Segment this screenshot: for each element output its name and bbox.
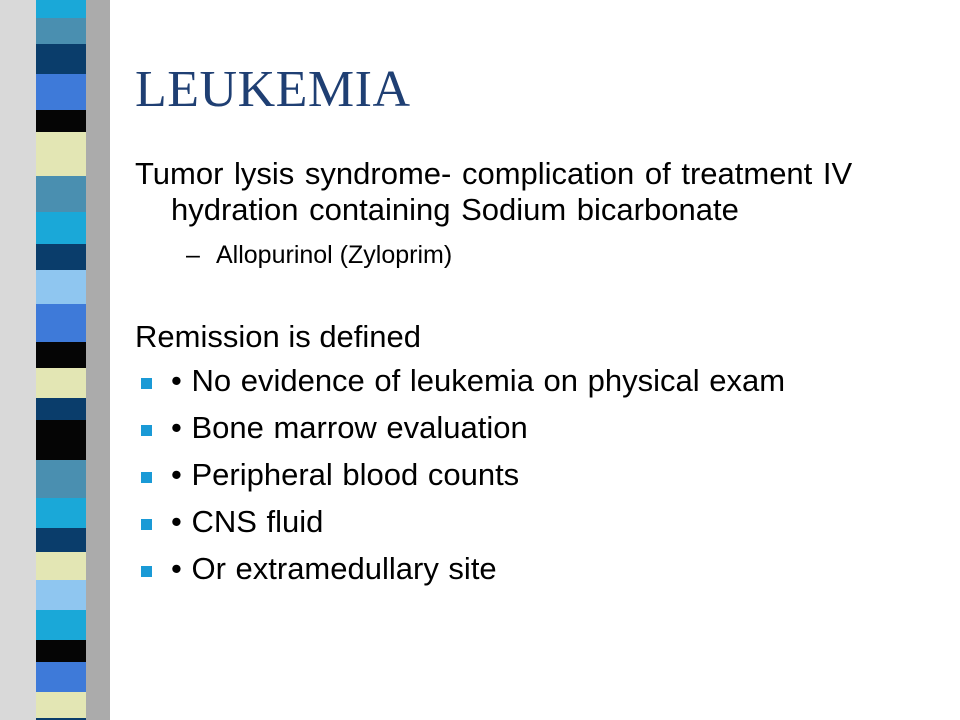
square-bullet-icon: [141, 472, 152, 483]
strip-block: [36, 552, 86, 580]
strip-block: [36, 398, 86, 420]
slide-title: LEUKEMIA: [135, 61, 411, 118]
bullet-list: [135, 363, 915, 587]
list-item: [135, 457, 915, 493]
list-item-text: • CNS fluid: [171, 504, 324, 539]
strip-block: [36, 0, 86, 18]
list-item-text: • Peripheral blood counts: [171, 457, 520, 492]
strip-block: [36, 610, 86, 640]
strip-block: [36, 244, 86, 270]
strip-block: [36, 640, 86, 662]
sub-item: [186, 240, 915, 270]
strip-block: [36, 110, 86, 132]
strip-block: [36, 420, 86, 460]
strip-block: [36, 528, 86, 552]
strip-block: [36, 580, 86, 610]
sub-item-dash: –: [186, 241, 200, 269]
square-bullet-icon: [141, 425, 152, 436]
strip-block: [36, 304, 86, 342]
strip-shadow: [86, 0, 110, 720]
strip-block: [36, 212, 86, 244]
strip-block: [36, 176, 86, 212]
square-bullet-icon: [141, 519, 152, 530]
list-item-text: • Bone marrow evaluation: [171, 410, 528, 445]
strip-block: [36, 18, 86, 44]
slide-content: [135, 156, 915, 587]
tumor-lysis-paragraph: Tumor lysis syndrome- complication of treatment IV hydration containing Sodium bicarbonate: [135, 156, 853, 227]
list-item: [135, 551, 915, 587]
strip-block: [36, 460, 86, 498]
strip-block: [36, 74, 86, 110]
strip-block: [36, 368, 86, 398]
strip-block: [36, 498, 86, 528]
strip-block: [36, 44, 86, 74]
list-item-text: • No evidence of leukemia on physical exam: [171, 363, 786, 398]
list-item-text: • Or extramedullary site: [171, 551, 497, 586]
strip-block: [36, 662, 86, 692]
list-item: [135, 410, 915, 446]
decorative-left-strip: [0, 0, 110, 720]
strip-block: [36, 270, 86, 304]
strip-block: [36, 692, 86, 718]
list-item: [135, 363, 915, 399]
strip-block: [36, 342, 86, 368]
strip-blocks: [36, 0, 86, 720]
list-item: [135, 504, 915, 540]
strip-edge: [0, 0, 36, 720]
square-bullet-icon: [141, 566, 152, 577]
strip-block: [36, 132, 86, 176]
square-bullet-icon: [141, 378, 152, 389]
sub-item-text: Allopurinol (Zyloprim): [216, 241, 453, 269]
remission-heading: Remission is defined: [135, 319, 422, 354]
